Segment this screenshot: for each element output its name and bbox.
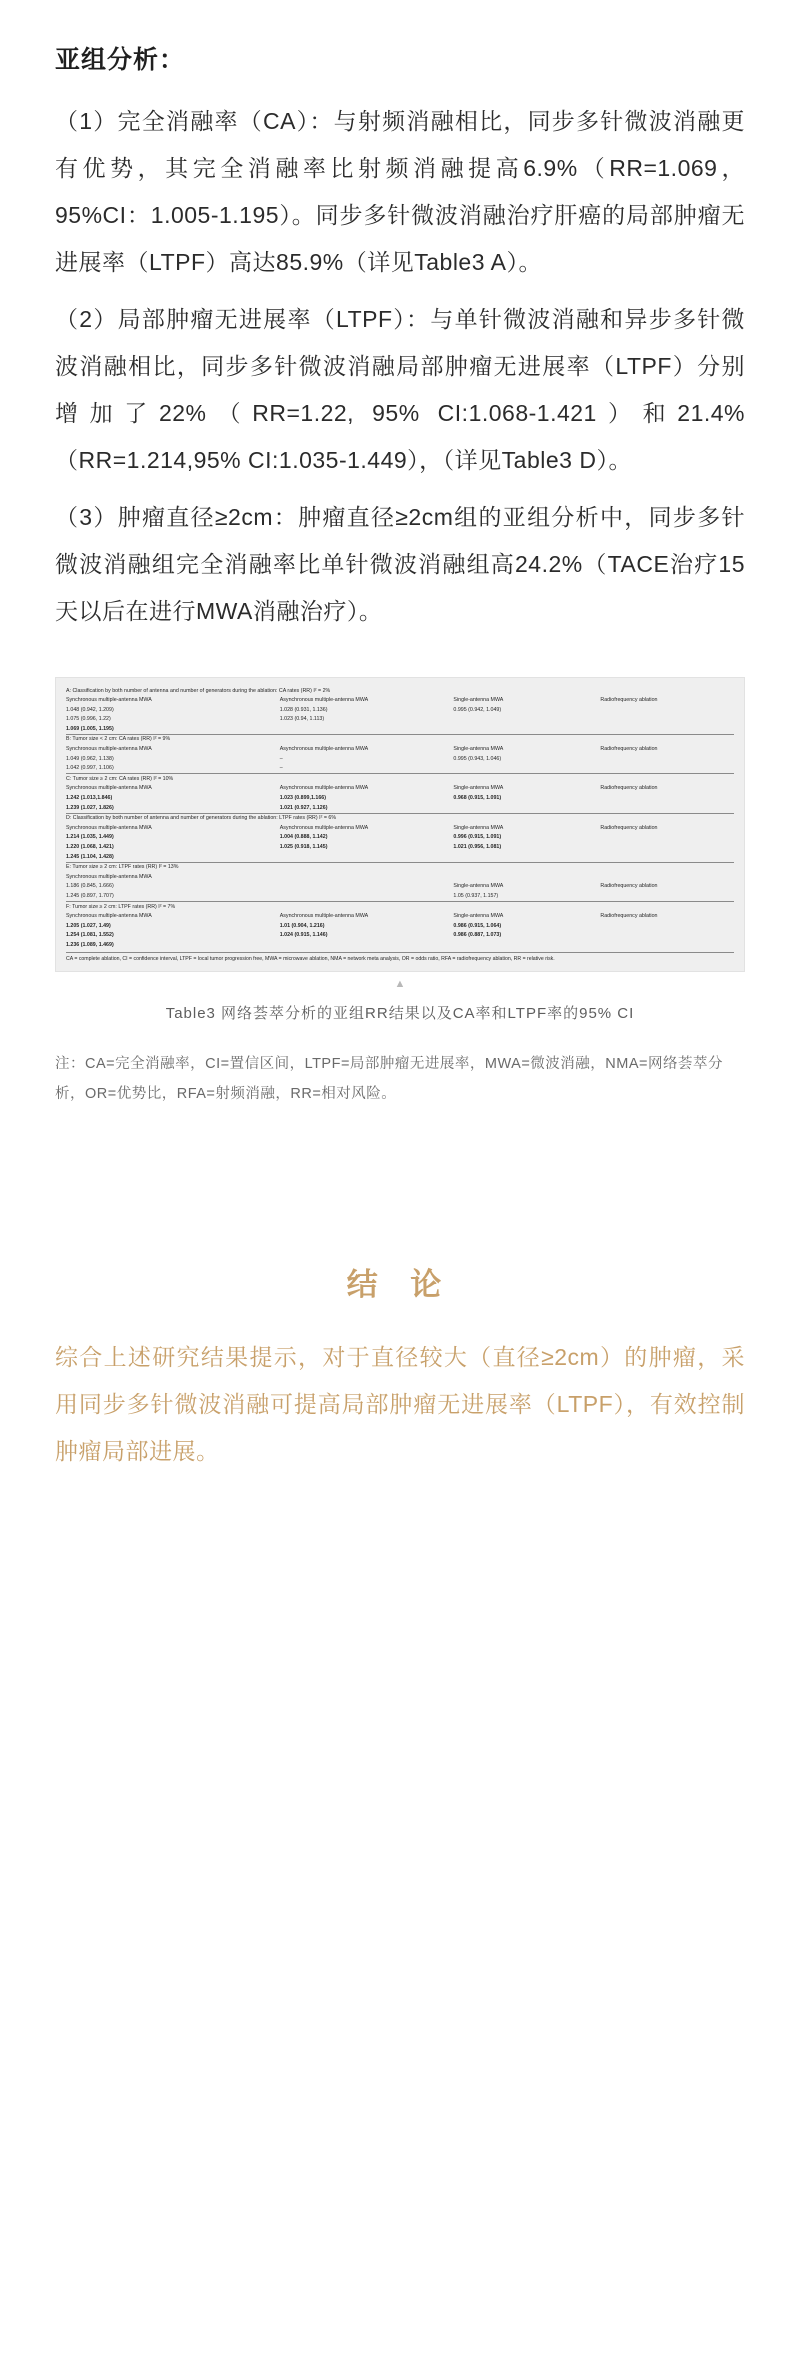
table-cell: [280, 891, 454, 901]
table-row: [66, 764, 734, 774]
table-row: [66, 774, 734, 784]
table-cell: [600, 940, 734, 950]
table-col-header: Synchronous multiple-antenna MWA: [66, 873, 152, 880]
table-cell: 0.995 (0.943, 1.046): [453, 755, 502, 762]
table-cell: 1.048 (0.942, 1.209): [66, 706, 114, 713]
table-cell: 1.021 (0.927, 1.126): [279, 804, 328, 811]
table-row: [66, 803, 734, 813]
table-cell: 1.042 (0.997, 1.106): [66, 765, 114, 772]
table-group-header: B: Tumor size < 2 cm: CA rates (RR) I² = 9%: [66, 734, 734, 744]
table-cell: 1.01 (0.904, 1.216): [279, 922, 325, 929]
table3-footnote: CA = complete ablation, CI = confidence interval, LTPF = local tumor progression free, MWA = microwave ablation, NMA = network meta analysis, OR = odds ratio, RFA = radiofrequency ablation, RR = relative risk.: [66, 952, 734, 963]
table-cell: [280, 724, 454, 734]
table-row: [66, 872, 734, 882]
table-cell: 1.254 (1.081, 1.552): [66, 932, 114, 939]
table-row: [66, 705, 734, 715]
table-row: [66, 754, 734, 764]
table-group-header: E: Tumor size ≥ 2 cm: LTPF rates (RR) I² = 13%: [66, 862, 734, 872]
conclusion-heading: 结 论: [346, 1267, 454, 1303]
table-cell: [280, 940, 454, 950]
table3-image[interactable]: [55, 677, 745, 972]
table-cell: 0.995 (0.942, 1.049): [453, 706, 502, 713]
table-cell: [453, 724, 600, 734]
table-col-header: Asynchronous multiple-antenna MWA: [279, 824, 369, 831]
table-cell: [600, 705, 734, 715]
table-cell: 1.023 (0.899,1.166): [279, 795, 326, 802]
table-row: [66, 891, 734, 901]
table-row: [66, 734, 734, 744]
table-col-header: [600, 872, 734, 882]
table-col-header: Radiofrequency ablation: [600, 785, 658, 792]
table-cell: 0.996 (0.915, 1.091): [453, 834, 502, 841]
table-col-header: Asynchronous multiple-antenna MWA: [279, 697, 369, 704]
table-cell: [600, 931, 734, 941]
table-cell: 1.239 (1.027, 1.826): [66, 804, 114, 811]
table-col-header: Synchronous multiple-antenna MWA: [66, 746, 152, 753]
table-cell: 1.220 (1.068, 1.421): [66, 844, 114, 850]
table-cell: 1.075 (0.996, 1.22): [66, 716, 111, 723]
table-cell: Single-antenna MWA: [453, 883, 504, 890]
table-cell: [453, 940, 600, 950]
table-cell: [453, 764, 600, 774]
paragraph-1: （1）完全消融率（CA）：与射频消融相比，同步多针微波消融更有优势，其完全消融率比射频消融提高6.9%（RR=1.069，95%CI：1.005-1.195）。同步多针微波消融治疗肝癌的局部肿瘤无进展率（LTPF）高达85.9%（详见Table3 A）。: [55, 108, 745, 275]
table-row: [66, 843, 734, 853]
table-col-header: Synchronous multiple-antenna MWA: [66, 785, 152, 792]
table-cell: [280, 882, 454, 892]
table-cell: [600, 833, 734, 843]
table-col-header: Single-antenna MWA: [453, 746, 504, 753]
table-cell: 1.023 (0.94, 1.113): [279, 716, 325, 723]
table-row: [66, 686, 734, 696]
table-col-header: [280, 872, 454, 882]
table-col-header: Radiofrequency ablation: [600, 697, 658, 704]
table-row: [66, 931, 734, 941]
table-cell: –: [279, 765, 283, 772]
table-cell: 1.069 (1.005, 1.195): [66, 725, 114, 732]
table-row: [66, 921, 734, 931]
table-col-header: Single-antenna MWA: [453, 824, 504, 831]
table-cell: Radiofrequency ablation: [600, 883, 658, 890]
table-row: [66, 696, 734, 706]
figure-block: [55, 677, 745, 1109]
table-col-header: Radiofrequency ablation: [600, 824, 658, 831]
table-col-header: Single-antenna MWA: [453, 785, 504, 792]
table-row: [66, 715, 734, 725]
table-row: [66, 784, 734, 794]
table-group-header: C: Tumor size ≥ 2 cm: CA rates (RR) I² = 10%: [66, 774, 734, 784]
table-row: [66, 823, 734, 833]
table-col-header: Radiofrequency ablation: [600, 746, 658, 753]
table-col-header: Single-antenna MWA: [453, 697, 504, 704]
table-cell: [600, 891, 734, 901]
table-cell: 1.245 (1.104, 1.428): [66, 853, 114, 860]
table-cell: [600, 843, 734, 853]
table-col-header: Radiofrequency ablation: [600, 913, 658, 920]
table-cell: [600, 715, 734, 725]
table-col-header: Asynchronous multiple-antenna MWA: [279, 746, 369, 753]
table-cell: 1.021 (0.956, 1.081): [453, 844, 502, 850]
conclusion-body: 综合上述研究结果提示，对于直径较大（直径≥2cm）的肿瘤，采用同步多针微波消融可提高局部肿瘤无进展率（LTPF），有效控制肿瘤局部进展。: [55, 1344, 745, 1465]
table-cell: 1.214 (1.035, 1.449): [66, 834, 114, 841]
table-group-header: D: Classification by both number of antenna and number of generators during the ablation: LTPF rates (RR) I² = 6%: [66, 813, 734, 823]
table-cell: 0.968 (0.915, 1.091): [453, 795, 502, 802]
table-cell: 1.049 (0.962, 1.138): [66, 755, 114, 762]
paragraph-3: （3）肿瘤直径≥2cm：肿瘤直径≥2cm组的亚组分析中，同步多针微波消融组完全消融率比单针微波消融组高24.2%（TACE治疗15天以后在进行MWA消融治疗）。: [55, 504, 745, 624]
table3: [66, 686, 734, 950]
paragraph-2: （2）局部肿瘤无进展率（LTPF）：与单针微波消融和异步多针微波消融相比，同步多针微波消融局部肿瘤无进展率（LTPF）分别增加了22%（RR=1.22, 95% CI:1.068-1.421）和21.4%（RR=1.214,95% CI:1.035-1.449），（详见Table3 D）。: [55, 306, 745, 473]
table-cell: [453, 803, 600, 813]
table-col-header: Asynchronous multiple-antenna MWA: [279, 913, 369, 920]
table-cell: 1.024 (0.915, 1.146): [279, 932, 328, 939]
table-group-header: A: Classification by both number of antenna and number of generators during the ablation: CA rates (RR) I² = 2%: [66, 687, 331, 694]
table-cell: 1.242 (1.013,1.846): [66, 795, 113, 802]
table-row: [66, 745, 734, 755]
table-cell: [453, 715, 600, 725]
table-cell: [600, 803, 734, 813]
table-row: [66, 794, 734, 804]
table-cell: 1.236 (1.089, 1.469): [66, 941, 114, 948]
table-group-header: F: Tumor size ≥ 2 cm: LTPF rates (RR) I² = 7%: [66, 902, 734, 912]
table-col-header: Synchronous multiple-antenna MWA: [66, 697, 152, 704]
table-row: [66, 912, 734, 922]
table-row: [66, 882, 734, 892]
table-cell: 1.245 (0.897, 1.707): [66, 892, 114, 899]
table-cell: –: [279, 755, 283, 762]
table-cell: [600, 921, 734, 931]
table-cell: 1.186 (0.845, 1.666): [66, 883, 114, 890]
table-cell: [600, 724, 734, 734]
figure-note: 注：CA=完全消融率，CI=置信区间，LTPF=局部肿瘤无进展率，MWA=微波消融，NMA=网络荟萃分析，OR=优势比，RFA=射频消融，RR=相对风险。: [55, 1056, 723, 1103]
figure-caption: Table3 网络荟萃分析的亚组RR结果以及CA率和LTPF率的95% CI: [165, 1005, 635, 1023]
table-cell: 0.986 (0.887, 1.073): [453, 932, 502, 939]
table-row: [66, 940, 734, 950]
collapse-arrow-icon[interactable]: ▲: [394, 978, 406, 991]
table-cell: [280, 852, 454, 862]
table-row: [66, 902, 734, 912]
table-cell: [600, 794, 734, 804]
bottom-spacer: [55, 1475, 745, 1595]
table3-body: [66, 686, 734, 950]
table-row: [66, 724, 734, 734]
table-col-header: Single-antenna MWA: [453, 913, 504, 920]
table-row: [66, 852, 734, 862]
table-cell: [600, 852, 734, 862]
table-row: [66, 862, 734, 872]
table-cell: [453, 852, 600, 862]
table-cell: [600, 754, 734, 764]
table-row: [66, 813, 734, 823]
table-cell: [600, 764, 734, 774]
table-row: [66, 833, 734, 843]
table-cell: 1.05 (0.937, 1.157): [453, 892, 499, 899]
section-title: 亚组分析：: [55, 46, 186, 74]
table-cell: 0.986 (0.915, 1.064): [453, 922, 502, 929]
table-cell: 1.028 (0.931, 1.136): [279, 706, 328, 713]
table-col-header: Asynchronous multiple-antenna MWA: [279, 785, 369, 792]
table-cell: 1.004 (0.888, 1.142): [279, 834, 328, 841]
table-col-header: [453, 872, 600, 882]
table-cell: 1.205 (1.027, 1.49): [66, 922, 111, 929]
table-col-header: Synchronous multiple-antenna MWA: [66, 913, 152, 920]
table-cell: 1.025 (0.918, 1.145): [279, 844, 328, 850]
table-col-header: Synchronous multiple-antenna MWA: [66, 824, 152, 831]
